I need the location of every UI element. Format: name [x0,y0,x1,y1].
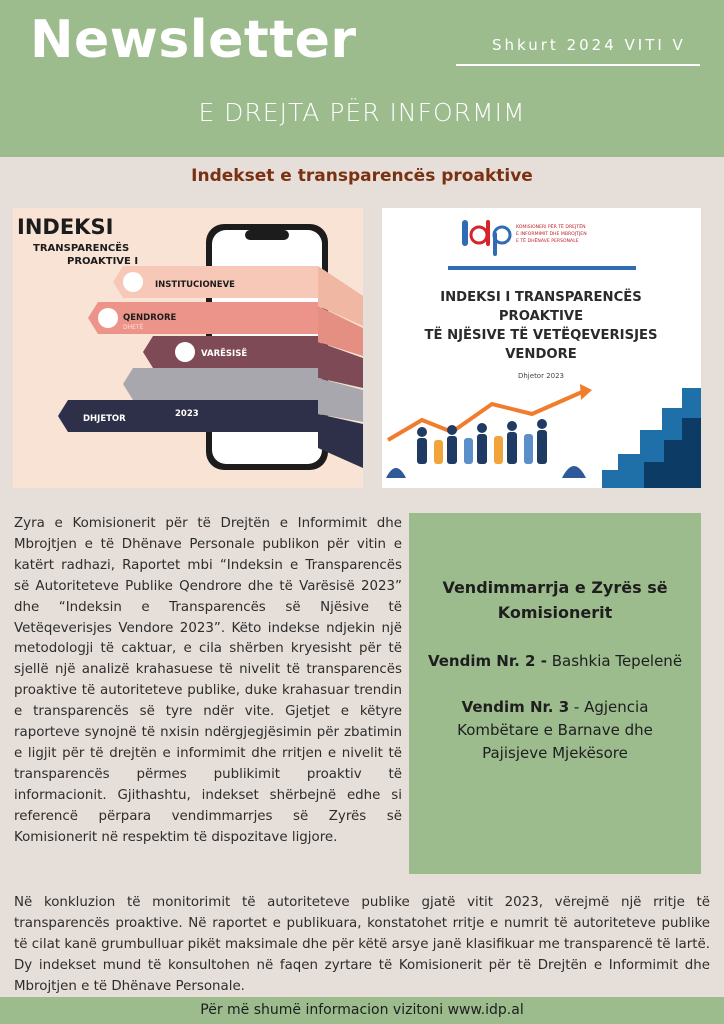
report-cover-image [382,208,701,488]
footer-info: Për më shumë informacion vizitoni www.idp.al [0,997,724,1024]
svg-text:E TË DHËNAVE PERSONALE: E TË DHËNAVE PERSONALE [516,239,579,244]
svg-text:KOMISIONERI PËR TË DREJTËN: KOMISIONERI PËR TË DREJTËN [516,225,586,230]
index-infographic-image [13,208,363,488]
decisions-sidebar [409,513,701,874]
ribbon-label-4: DHJETOR [83,414,126,424]
infographic-line2: PROAKTIVE I [67,256,139,267]
decision-text: Bashkia Tepelenë [546,652,683,670]
infographic-line1: TRANSPARENCËS [33,243,130,254]
decision-label: Vendim Nr. 3 [461,698,570,716]
article-body: Zyra e Komisionerit për të Drejtën e Informimit dhe Mbrojtjen e të Dhënave Personale publikon për vitin e katërt radhazi, Raportet mbi “Indeksin e Transparencës së Autoriteteve Publike Qendrore dhe të Varësisë 2023” dhe “Indeksin e Transparencës së Njësive të Vetëqeverisjes Vendore 2023”. Këto indekse ndjekin një metodologji të caktuar, e cila shërben kryesisht për të sjellë një analizë krahasuese të nivelit të transparencës proaktive të autoriteteve publike, duke krahasuar trendin e transparencës së tyre ndër vite. Gjetjet e këtyre raporteve synojnë të nxisin ndërgjegjësimin për zbatimin e ligjit për të drejtën e informimit dhe rritjen e nivelit të transparencës përmes publikimit proaktiv të informacionit. Gjithashtu, indekset shërbejnë edhe si referencë përpara vendimmarrjes së Zyrës së Komisionerit në respektim të dispozitave ligjore. [14,516,402,845]
sidebar-heading: Vendimmarrja e Zyrës së Komisionerit [442,578,668,622]
cover-date: Dhjetor 2023 [517,372,565,380]
decision-text: - Agjencia Kombëtare e Barnave dhe Pajisjeve Mjekësore [457,698,653,762]
newsletter-subtitle: E DREJTA PËR INFORMIM [198,98,526,127]
header-banner [0,0,724,157]
decision-item [425,650,685,673]
cover-title-3: TË NJËSIVE TË VETËQEVERISJES [424,328,658,343]
section-title: Indekset e transparencës proaktive [191,166,533,186]
decision-label: Vendim Nr. 2 - [427,652,547,670]
cover-title-4: VENDORE [505,347,577,362]
ribbon-label-2: QENDRORE [123,313,177,323]
cover-title-2: PROAKTIVE [498,309,584,324]
newsletter-title: Newsletter [30,10,357,70]
issue-date: Shkurt 2024 VITI V [492,36,686,54]
infographic-title: INDEKSI [17,215,114,239]
ribbon-label-5: 2023 [175,409,199,419]
cover-title-1: INDEKSI I TRANSPARENCËS [440,290,642,305]
decision-item [425,696,685,765]
ribbon-label-2b: DHETË [123,324,144,331]
header-divider [456,64,700,66]
conclusion-paragraph: Në konkluzion të monitorimit të autoriteteve publike gjatë vitit 2023, vërejmë një rritje të transparencës proaktive. Në raportet e publikuara, konstatohet rritje e numrit të autoriteteve publike të cilat kanë grumbulluar pikët maksimale dhe për këtë arsye janë klasifikuar me transparencë të lartë. Dy indekset mund të konsultohen në faqen zyrtare të Komisionerit për të Drejtën e Informimit dhe Mbrojtjen e të Dhënave Personale. [14,895,710,994]
ribbon-label-1: INSTITUCIONEVE [155,280,235,290]
ribbon-label-3: VARËSISË [201,349,248,359]
svg-text:E INFORMIMIT DHE MBROJTJEN: E INFORMIMIT DHE MBROJTJEN [516,232,587,237]
